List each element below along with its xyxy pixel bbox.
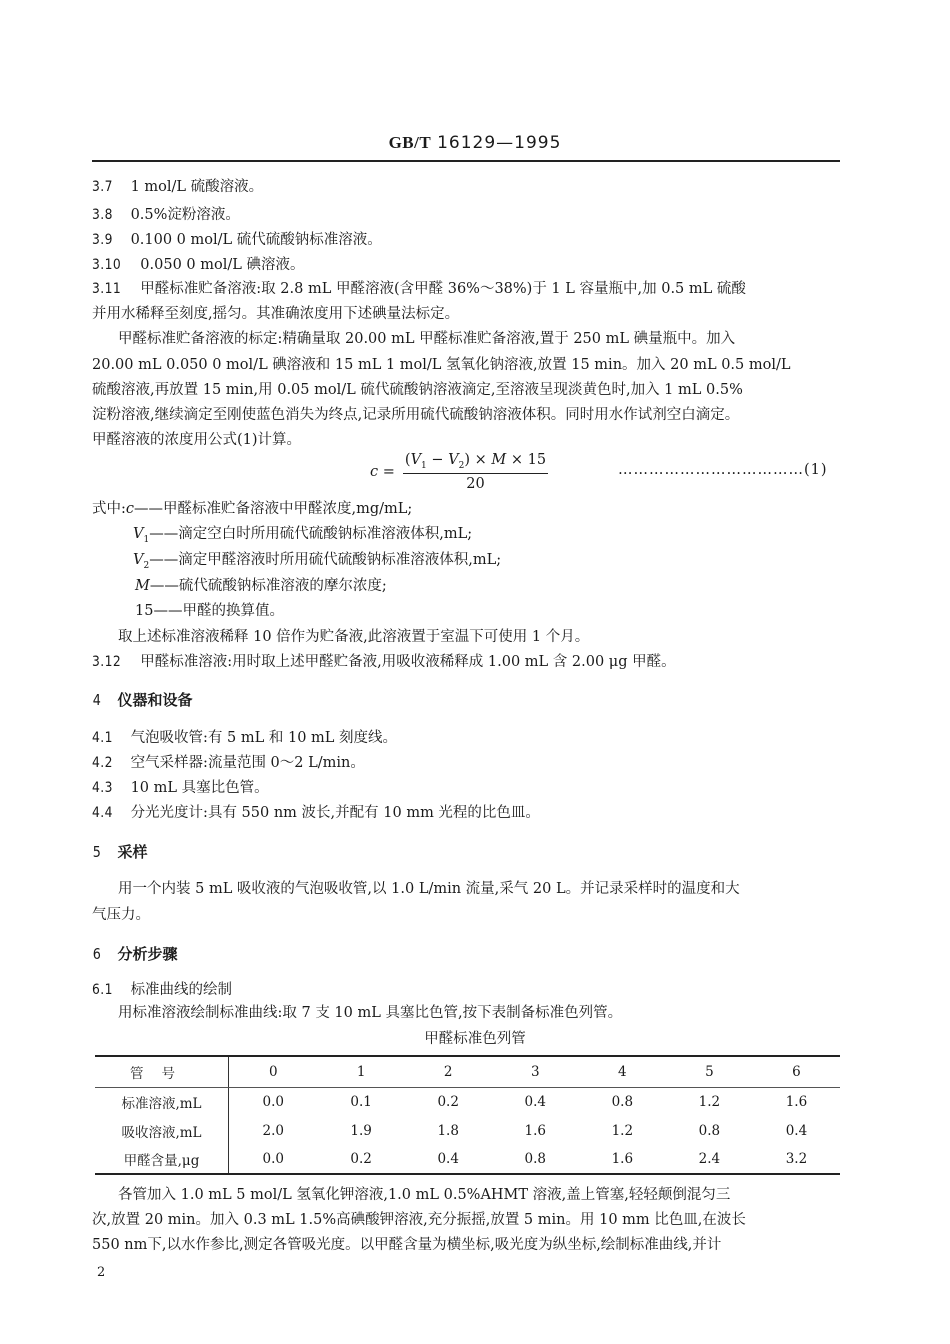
table-cell: 0.0 [229, 1145, 318, 1174]
where-item-m: M——硫代硫酸钠标准溶液的摩尔浓度; [135, 578, 387, 594]
table-cell: 2.0 [262, 1122, 285, 1139]
table-cell: 0.8 [611, 1093, 634, 1110]
calibration-para-line: 硫酸溶液,再放置 15 min,用 0.05 mol/L 硫代硫酸钠溶液滴定,至溶液呈现淡黄色时,加入 1 mL 0.5% [92, 382, 743, 398]
table-cell: 0.8 [698, 1122, 721, 1139]
where-item-v1: $V_1——$滴定空白时所用硫代硫酸钠标准溶液体积,mL; [133, 526, 473, 545]
table-row [95, 1145, 840, 1174]
clause-text: 甲醛标准贮备溶液:取 2.8 mL 甲醛溶液(含甲醛 36%～38%)于 1 L 容量瓶中,加 0.5 mL 硫酸 [140, 281, 746, 297]
table-column-header: 2 [405, 1056, 492, 1087]
table-column-header: 1 [318, 1056, 405, 1087]
clause-6-1-intro: 用标准溶液绘制标准曲线:取 7 支 10 mL 具塞比色管,按下表制备标准色列管。 [118, 1005, 623, 1021]
table-cell: 0.2 [318, 1145, 405, 1174]
table-cell: 1.8 [437, 1122, 459, 1139]
calibration-para-line: 甲醛溶液的浓度用公式(1)计算。 [92, 432, 302, 448]
clause-text: 0.050 0 mol/L 碘溶液。 [140, 257, 305, 273]
procedure-line: 各管加入 1.0 mL 5 mol/L 氢氧化钾溶液,1.0 mL 0.5%AHMT 溶液,盖上管塞,轻轻颠倒混匀三 [118, 1187, 731, 1203]
clause-4-2: 4.2 空气采样器:流量范围 0～2 L/min。 [92, 755, 365, 771]
table-cell: 1.2 [611, 1122, 634, 1139]
sampling-text-line: 用一个内装 5 mL 吸收液的气泡吸收管,以 1.0 L/min 流量,采气 20 L。并记录采样时的温度和大 [118, 881, 740, 897]
standard-series-table [95, 1055, 840, 1175]
clause-3-11-line1 [92, 279, 746, 299]
table-cell: 3.2 [753, 1145, 840, 1174]
standard-prefix: GB/T [388, 133, 432, 152]
clause-number: 3.12 [92, 654, 122, 670]
calibration-para-line: 甲醛标准贮备溶液的标定:精确量取 20.00 mL 甲醛标准贮备溶液,置于 250 mL 碘量瓶中。加入 [118, 331, 736, 347]
table-cell: 2.4 [666, 1145, 753, 1174]
formula-denominator: 20 [466, 475, 485, 492]
equation-number: ………………………………(1) [618, 462, 828, 478]
row-label: 甲醛含量,μg [95, 1145, 229, 1174]
clause-number: 3.8 [92, 207, 113, 223]
where-item-v2: $V_2——$滴定甲醛溶液时所用硫代硫酸钠标准溶液体积,mL; [133, 552, 502, 571]
standard-number: 16129—1995 [437, 133, 562, 153]
section-4-heading: 4 仪器和设备 [92, 691, 193, 709]
table-cell: 1.2 [698, 1093, 721, 1110]
table-cell: 1.9 [350, 1122, 372, 1139]
clause-3-9 [92, 230, 382, 250]
table-cell: 0.1 [350, 1093, 372, 1110]
formula-lhs: c = [370, 463, 395, 480]
table-column-header: 4 [579, 1056, 666, 1087]
section-5-heading: 5 采样 [92, 843, 148, 861]
clause-3-11-line2: 并用水稀释至刻度,摇匀。其准确浓度用下述碘量法标定。 [92, 306, 460, 322]
calibration-para-line: 20.00 mL 0.050 0 mol/L 碘溶液和 15 mL 1 mol/L 氢氧化钠溶液,放置 15 min。加入 20 mL 0.5 mol/L [92, 357, 791, 373]
table-row [95, 1116, 840, 1145]
table-column-header: 6 [753, 1056, 840, 1087]
calibration-para-line: 淀粉溶液,继续滴定至刚使蓝色消失为终点,记录所用硫代硫酸钠溶液体积。同时用水作试剂空白滴定。 [92, 407, 740, 423]
table-cell: 1.6 [785, 1093, 808, 1110]
clause-number: 3.11 [92, 281, 122, 297]
table-cell: 0.4 [405, 1145, 492, 1174]
table-column-header: 0 [229, 1056, 318, 1087]
dilution-note: 取上述标准溶液稀释 10 倍作为贮备液,此溶液置于室温下可使用 1 个月。 [118, 629, 590, 645]
clause-4-4: 4.4 分光光度计:具有 550 nm 波长,并配有 10 mm 光程的比色皿。 [92, 805, 540, 821]
page-number: 2 [97, 1265, 106, 1280]
clause-6-1: 6.1 标准曲线的绘制 [92, 982, 233, 998]
clause-text: 1 mol/L 硫酸溶液。 [130, 179, 264, 195]
table-header-row [95, 1056, 840, 1087]
table-column-header: 3 [492, 1056, 579, 1087]
table-row-header: 管号 [95, 1056, 229, 1087]
table-cell: 0.0 [262, 1093, 285, 1110]
header-divider [92, 160, 840, 162]
formula-fraction [403, 452, 548, 492]
clause-text: 甲醛标准溶液:用时取上述甲醛贮备液,用吸收液稀释成 1.00 mL 含 2.00 μg 甲醛。 [140, 654, 676, 670]
row-label: 吸收溶液,mL [95, 1116, 229, 1145]
clause-3-7 [92, 177, 263, 197]
table-cell: 1.6 [524, 1122, 546, 1139]
clause-number: 3.7 [92, 179, 113, 195]
clause-3-8 [92, 205, 240, 225]
table-cell: 0.8 [492, 1145, 579, 1174]
clause-number: 3.10 [92, 257, 122, 273]
table-cell: 0.4 [785, 1122, 808, 1139]
formula-1 [370, 452, 548, 492]
clause-3-10 [92, 255, 305, 275]
procedure-line: 550 nm下,以水作参比,测定各管吸光度。以甲醛含量为横坐标,吸光度为纵坐标,绘制标准曲线,并计 [92, 1237, 722, 1253]
clause-number: 3.9 [92, 232, 113, 248]
table-caption: 甲醛标准色列管 [424, 1031, 526, 1047]
clause-4-3: 4.3 10 mL 具塞比色管。 [92, 780, 269, 796]
formula-numerator: $(V_1 - V_2) \times M \times 15$ [403, 452, 548, 474]
table-row [95, 1087, 840, 1116]
section-6-heading: 6 分析步骤 [92, 945, 178, 963]
clause-4-1: 4.1 气泡吸收管:有 5 mL 和 10 mL 刻度线。 [92, 730, 398, 746]
procedure-line: 次,放置 20 min。加入 0.3 mL 1.5%高碘酸钾溶液,充分振摇,放置 5 min。用 10 mm 比色皿,在波长 [92, 1212, 746, 1228]
clause-text: 0.5%淀粉溶液。 [130, 207, 240, 223]
sampling-text-line: 气压力。 [92, 907, 150, 923]
table-cell: 1.6 [579, 1145, 666, 1174]
where-item-15: 15——甲醛的换算值。 [135, 603, 284, 619]
where-item-c: 式中:c——甲醛标准贮备溶液中甲醛浓度,mg/mL; [92, 501, 413, 517]
clause-3-12 [92, 652, 676, 672]
row-label: 标准溶液,mL [95, 1087, 229, 1116]
table-cell: 0.2 [437, 1093, 459, 1110]
standard-header [0, 133, 950, 153]
table-column-header: 5 [666, 1056, 753, 1087]
clause-text: 0.100 0 mol/L 硫代硫酸钠标准溶液。 [130, 232, 382, 248]
table-cell: 0.4 [524, 1093, 546, 1110]
